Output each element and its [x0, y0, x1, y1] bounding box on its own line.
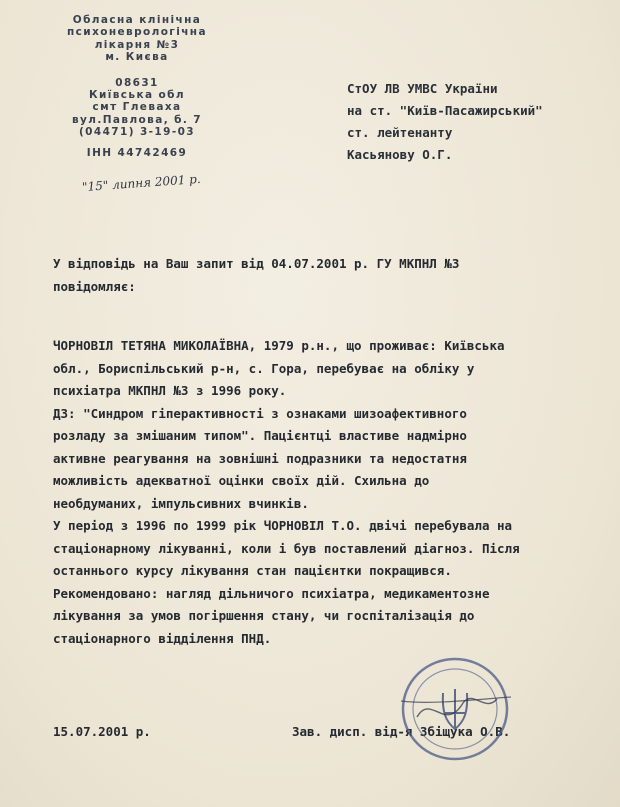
body-line: ДЗ: "Синдром гіперактивності з ознаками шизоафективного	[53, 405, 467, 421]
stamp-line: психоневрологічна	[67, 26, 207, 39]
stamp-line: м. Києва	[105, 51, 169, 64]
body-line: ЧОРНОВІЛ ТЕТЯНА МИКОЛАЇВНА, 1979 р.н., що проживає: Київська	[53, 338, 505, 353]
addressee-block	[347, 78, 543, 166]
body-line: необдуманих, імпульсивних вчинків.	[53, 495, 309, 511]
stamp-line: лікарня №3	[94, 38, 180, 51]
stamp-line: Обласна клінічна	[72, 14, 202, 26]
body-line: Рекомендовано: нагляд дільничого психіатра, медикаментозне	[53, 585, 490, 601]
stamp-address-line: (04471) 3-19-03	[78, 126, 196, 139]
body-line: лікування за умов погіршення стану, чи госпіталізація до	[53, 608, 475, 623]
stamp-address-line: Київська обл	[89, 89, 185, 102]
document-date: 15.07.2001 р.	[53, 724, 151, 739]
stamp-tax-id: ІНН 44742469	[86, 146, 188, 159]
body-line: стаціонарного відділення ПНД.	[53, 630, 272, 646]
registration-date: "15" липня 2001 р.	[81, 171, 202, 195]
body-line: активне реагування на зовнішні подразники та недостатня	[53, 450, 467, 466]
addressee-line: Касьянову О.Г.	[347, 147, 453, 162]
stamp-address-line: 08631	[115, 76, 159, 89]
trident-icon	[443, 689, 467, 729]
intro-paragraph	[53, 253, 573, 298]
intro-line: повідомляє:	[53, 278, 136, 294]
body-line: стаціонарному лікуванні, коли і був поставлений діагноз. Після	[53, 540, 520, 556]
body-line: можливість адекватної оцінки своїх дій. Схильна до	[53, 473, 430, 488]
addressee-line: ст. лейтенанту	[347, 125, 453, 140]
signatory-line: Зав. дисп. від-я Збіщука О.В.	[292, 724, 511, 739]
body-line: У період з 1996 по 1999 рік ЧОРНОВІЛ Т.О. двічі перебувала на	[53, 518, 513, 533]
body-line: розладу за змішаним типом". Пацієнтці властиве надмірно	[53, 428, 467, 443]
body-line: останнього курсу лікування стан пацієнтки покращився.	[53, 563, 452, 578]
round-seal-icon	[393, 653, 513, 763]
addressee-line: СтОУ ЛВ УМВС України	[347, 81, 498, 96]
body-line: обл., Бориспільський р-н, с. Гора, перебуває на обліку у	[53, 360, 475, 376]
intro-line: У відповідь на Ваш запит від 04.07.2001 р. ГУ МКПНЛ №3	[53, 256, 460, 271]
body-paragraph	[53, 335, 573, 650]
hospital-stamp	[52, 14, 222, 159]
stamp-address-line: вул.Павлова, б. 7	[71, 113, 203, 126]
stamp-address-line: смт Глеваха	[92, 101, 182, 114]
addressee-line: на ст. "Київ-Пасажирський"	[347, 103, 543, 118]
body-line: психіатра МКПНЛ №3 з 1996 року.	[53, 383, 287, 398]
